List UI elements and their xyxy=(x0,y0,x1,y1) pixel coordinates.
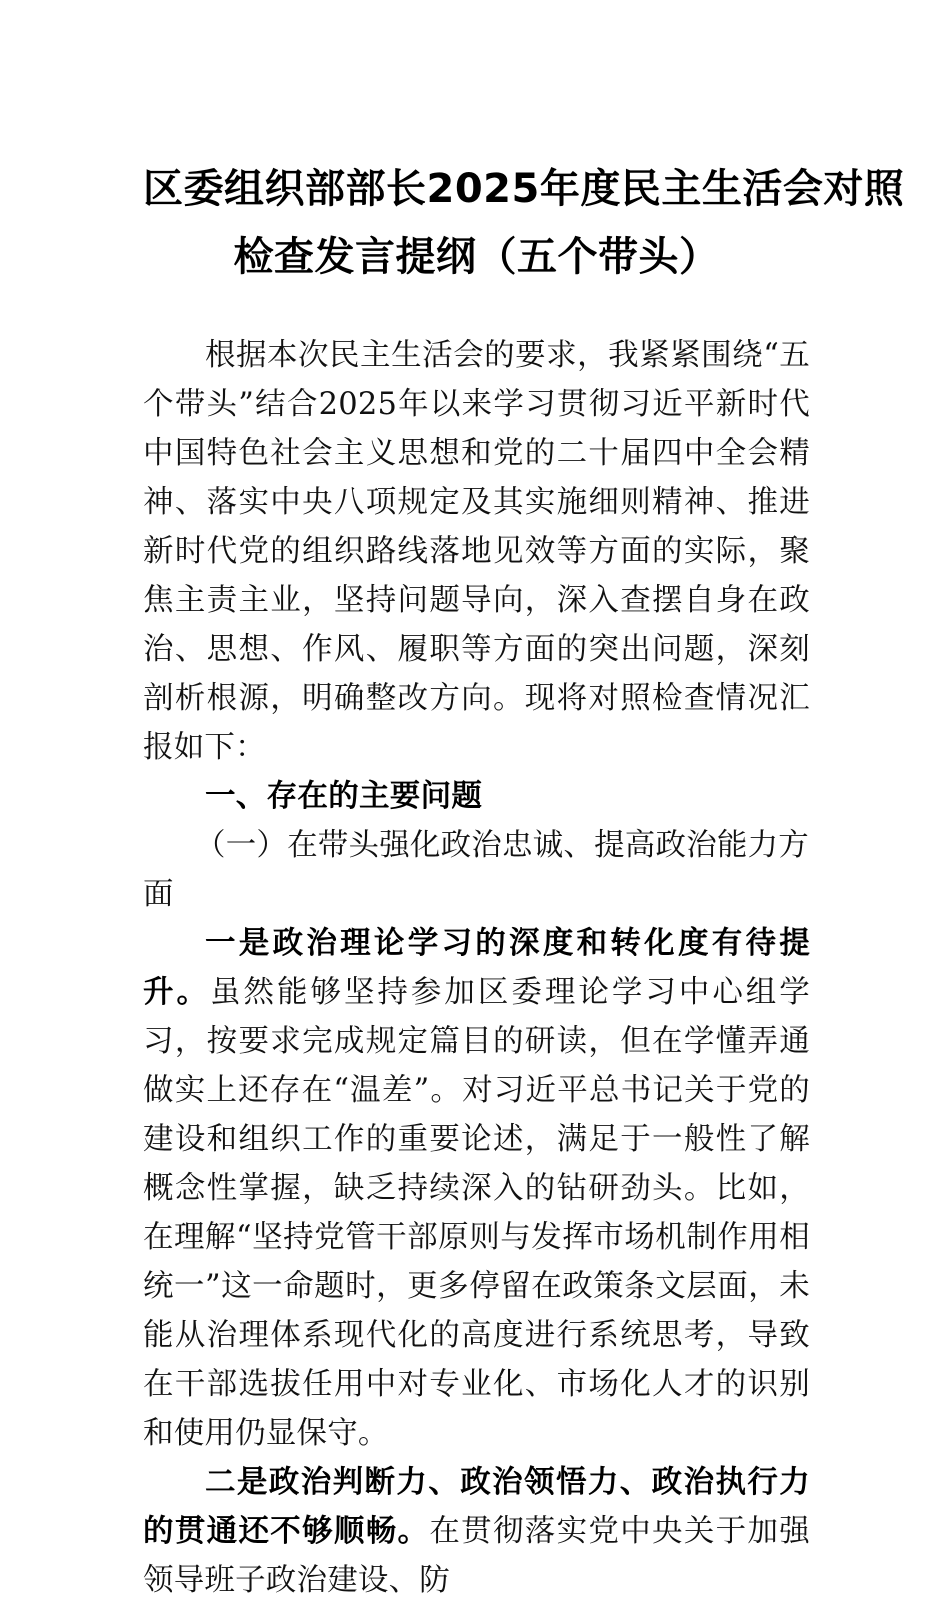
problem-item-2-text: 在贯彻落实党中央关于加强领导班子政治建设、防 xyxy=(143,1514,810,1598)
page-title xyxy=(143,0,905,291)
opening-paragraph: 根据本次民主生活会的要求，我紧紧围绕“五个带头”结合2025年以来学习贯彻习近平新时代中国特色社会主义思想和党的二十届四中全会精神、落实中央八项规定及其实施细则精神、推进新时代党的组织路线落地见效等方面的实际，聚焦主责主业，坚持问题导向，深入查摆自身在政治、思想、作风、履职等方面的突出问题，深刻剖析根源，明确整改方向。现将对照检查情况汇报如下： xyxy=(143,338,810,765)
problem-item-2-lead: 二是政治判断力、政治领悟力、政治执行力的贯通还不够顺畅。 xyxy=(143,1465,810,1549)
section-heading-1: 一、存在的主要问题 xyxy=(205,779,483,814)
problem-item-2 xyxy=(143,1458,810,1605)
document-body xyxy=(143,331,810,1605)
subsection-heading-1: （一）在带头强化政治忠诚、提高政治能力方面 xyxy=(143,828,809,912)
problem-item-1-lead: 一是政治理论学习的深度和转化度有待提升。 xyxy=(143,926,810,1010)
title-line-1: 区委组织部部长2025年度民主生活会对照 xyxy=(143,166,905,212)
problem-item-1-text: 虽然能够坚持参加区委理论学习中心组学习，按要求完成规定篇目的研读，但在学懂弄通做实上还存在“温差”。对习近平总书记关于党的建设和组织工作的重要论述，满足于一般性了解概念性掌握，缺乏持续深入的钻研劲头。比如，在理解“坚持党管干部原则与发挥市场机制作用相统一”这一命题时，更多停留在政策条文层面，未能从治理体系现代化的高度进行系统思考，导致在干部选拔任用中对专业化、市场化人才的识别和使用仍显保守。 xyxy=(143,975,810,1451)
title-line-2: 检查发言提纲（五个带头） xyxy=(233,234,720,280)
problem-item-1 xyxy=(143,919,810,1458)
